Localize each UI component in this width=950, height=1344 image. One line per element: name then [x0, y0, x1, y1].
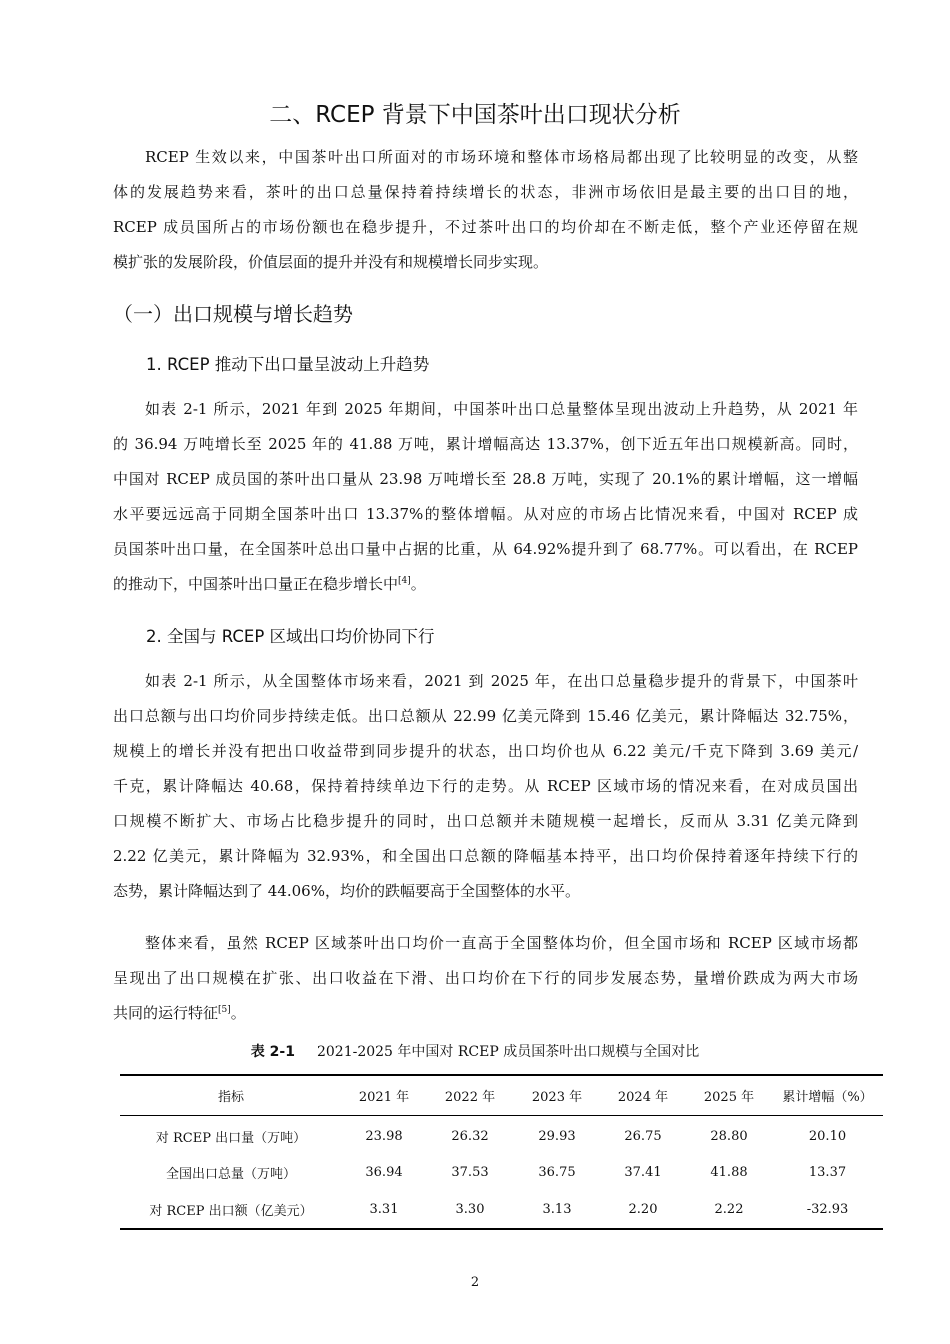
text-line: 水平要远远高于同期全国茶叶出口 13.37%的整体增幅。从对应的市场占比情况来看，中国对 RCEP 成 — [113, 505, 858, 523]
column-header: 2024 年 — [617, 1089, 669, 1105]
table-cell: 37.41 — [624, 1164, 662, 1180]
table-cell: 23.98 — [365, 1128, 403, 1144]
table-row — [120, 1115, 883, 1153]
table-cell: 26.32 — [451, 1128, 489, 1144]
paragraph-export-volume — [113, 392, 858, 602]
text-line: 出口总额与出口均价同步持续走低。出口总额从 22.99 亿美元降到 15.46 亿美元，累计降幅达 32.75%， — [113, 707, 858, 725]
text-line: 员国茶叶出口量，在全国茶叶总出口量中占据的比重，从 64.92%提升到了 68.77%。可以看出，在 RCEP — [113, 540, 858, 558]
table-cell: 2.20 — [628, 1202, 658, 1217]
paragraph-export-price — [113, 664, 858, 909]
heading-export-volume: 1. RCEP 推动下出口量呈波动上升趋势 — [146, 355, 430, 374]
text-line: 规模上的增长并没有把出口收益带到同步提升的状态，出口均价也从 6.22 美元/千克下降到 3.69 美元/ — [113, 742, 858, 760]
table-row — [120, 1191, 883, 1229]
text-fragment: 。 — [230, 1004, 246, 1022]
table-cell: 37.53 — [451, 1164, 489, 1180]
text-fragment: 。 — [410, 575, 426, 593]
row-label: 对 RCEP 出口量（万吨） — [155, 1130, 307, 1146]
table-cell: 3.30 — [455, 1202, 485, 1217]
subsection-title: （一）出口规模与增长趋势 — [113, 302, 353, 326]
table-cell: 41.88 — [710, 1164, 748, 1180]
table-caption-text: 2021-2025 年中国对 RCEP 成员国茶叶出口规模与全国对比 — [316, 1044, 700, 1060]
data-table — [120, 1074, 883, 1230]
table-cell: 13.37 — [808, 1164, 847, 1180]
text-line: 如表 2-1 所示，从全国整体市场来看，2021 到 2025 年，在出口总量稳步提升的背景下，中国茶叶 — [145, 672, 858, 690]
row-label: 对 RCEP 出口额（亿美元） — [149, 1204, 313, 1219]
citation-ref[interactable]: [5] — [218, 1005, 231, 1015]
text-line: 千克，累计降幅达 40.68，保持着持续单边下行的走势。从 RCEP 区域市场的情况来看，在对成员国出 — [113, 777, 858, 795]
text-line: 模扩张的发展阶段，价值层面的提升并没有和规模增长同步实现。 — [113, 253, 549, 271]
section-title: 二、RCEP 背景下中国茶叶出口现状分析 — [269, 102, 681, 128]
text-line: 口规模不断扩大、市场占比稳步提升的同时，出口总额并未随规模一起增长，反而从 3.31 亿美元降到 — [113, 812, 858, 830]
text-line: 的 36.94 万吨增长至 2025 年的 41.88 万吨，累计增幅高达 13.37%，创下近五年出口规模新高。同时， — [113, 435, 858, 453]
table-cell: 3.31 — [369, 1202, 399, 1217]
table-number: 表 2-1 — [250, 1044, 295, 1060]
column-header: 2022 年 — [444, 1089, 496, 1105]
text-line: 呈现出了出口规模在扩张、出口收益在下滑、出口均价在下行的同步发展态势，量增价跌成为两大市场 — [113, 969, 858, 987]
table-cell: 3.13 — [542, 1202, 572, 1217]
table-cell: 20.10 — [808, 1128, 847, 1144]
table-cell: 36.94 — [365, 1164, 403, 1180]
text-line: 整体来看，虽然 RCEP 区域茶叶出口均价一直高于全国整体均价，但全国市场和 RCEP 区域市场都 — [145, 934, 858, 952]
table-cell: -32.93 — [806, 1202, 849, 1217]
text-line: 体的发展趋势来看，茶叶的出口总量保持着持续增长的状态，非洲市场依旧是最主要的出口目的地， — [113, 183, 858, 201]
column-header: 2025 年 — [703, 1089, 755, 1105]
text-line — [113, 567, 858, 602]
text-line: 中国对 RCEP 成员国的茶叶出口量从 23.98 万吨增长至 28.8 万吨，实现了 20.1%的累计增幅，这一增幅 — [113, 470, 858, 488]
paragraph-summary — [113, 926, 858, 1031]
citation-ref[interactable]: [4] — [398, 576, 411, 586]
column-header: 累计增幅（%） — [782, 1089, 873, 1105]
page-number: 2 — [470, 1275, 480, 1290]
table-cell: 26.75 — [624, 1128, 662, 1144]
text-fragment: 的推动下，中国茶叶出口量正在稳步增长中 — [113, 575, 399, 593]
table-cell: 36.75 — [538, 1164, 576, 1180]
table-row — [120, 1153, 883, 1191]
text-line: RCEP 成员国所占的市场份额也在稳步提升，不过茶叶出口的均价却在不断走低，整个产业还停留在规 — [113, 218, 858, 236]
table-cell: 2.22 — [714, 1202, 744, 1217]
text-line: RCEP 生效以来，中国茶叶出口所面对的市场环境和整体市场格局都出现了比较明显的改变，从整 — [145, 148, 858, 166]
column-header: 指标 — [217, 1089, 244, 1105]
text-line: 态势，累计降幅达到了 44.06%，均价的跌幅要高于全国整体的水平。 — [113, 882, 580, 900]
table-caption — [0, 1040, 950, 1064]
table-cell: 28.80 — [710, 1128, 748, 1144]
text-line — [113, 996, 858, 1031]
text-fragment: 共同的运行特征 — [113, 1004, 219, 1022]
heading-export-price: 2. 全国与 RCEP 区域出口均价协同下行 — [146, 627, 435, 646]
text-line: 如表 2-1 所示，2021 年到 2025 年期间，中国茶叶出口总量整体呈现出波动上升趋势，从 2021 年 — [145, 400, 858, 418]
column-header: 2021 年 — [358, 1089, 410, 1105]
column-header: 2023 年 — [531, 1089, 583, 1105]
table-header-row — [120, 1075, 883, 1115]
text-line: 2.22 亿美元，累计降幅为 32.93%，和全国出口总额的降幅基本持平，出口均价保持着逐年持续下行的 — [113, 847, 858, 865]
table-cell: 29.93 — [538, 1128, 576, 1144]
intro-paragraph — [113, 140, 858, 280]
row-label: 全国出口总量（万吨） — [165, 1166, 296, 1182]
